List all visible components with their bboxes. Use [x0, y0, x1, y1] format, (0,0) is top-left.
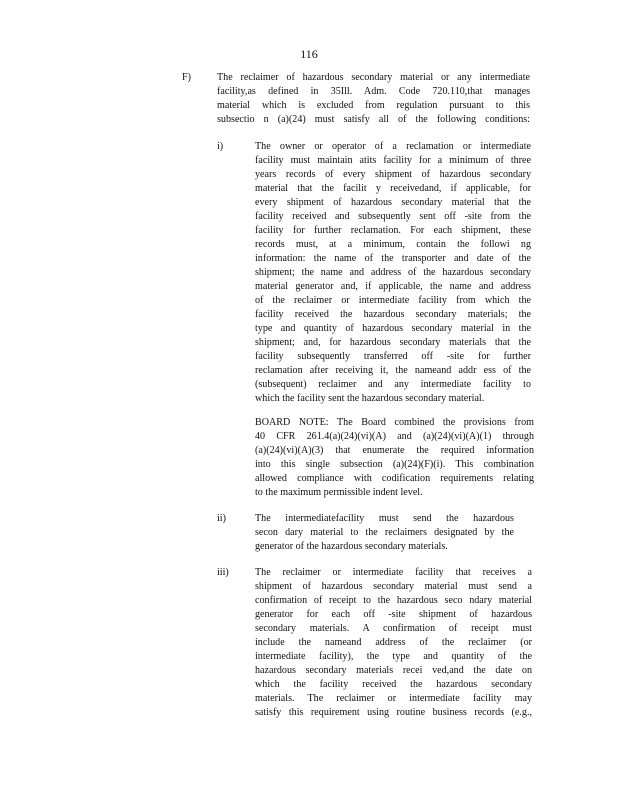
text-line: (subsequent) reclaimer and any intermediate facility to — [255, 379, 531, 390]
text-line: which the facility received the hazardous secondary — [255, 679, 532, 690]
text-line: type and quantity of hazardous secondary material in the — [255, 323, 531, 334]
text-line: satisfy this requirement using routine business records (e.g., — [255, 707, 532, 718]
text-line: shipment; the name and address of the hazardous secondary — [255, 267, 531, 278]
text-line: shipment; and, for hazardous secondary materials that the — [255, 337, 531, 348]
item-iii-text — [255, 566, 532, 720]
item-i-text — [255, 140, 531, 406]
text-line: which the facility sent the hazardous secondary material. — [255, 393, 485, 404]
text-line: generator for each off -site shipment of hazardous — [255, 609, 532, 620]
text-line: facility subsequently transferred off -site for further — [255, 351, 531, 362]
text-line: to the maximum permissible indent level. — [255, 487, 423, 498]
text-line: facility for further reclamation. For each shipment, these — [255, 225, 531, 236]
text-line: include the nameand address of the reclaimer (or — [255, 637, 532, 648]
text-line: facility,as defined in 35Ill. Adm. Code 720.110,that manages — [217, 86, 530, 97]
text-line: The reclaimer of hazardous secondary material or any intermediate — [217, 72, 530, 83]
text-line: The intermediatefacility must send the hazardous — [255, 513, 514, 524]
text-line: generator of the hazardous secondary materials. — [255, 541, 448, 552]
text-line: subsectio n (a)(24) must satisfy all of the following conditions: — [217, 114, 530, 125]
text-line: material generator and, if applicable, the name and address — [255, 281, 531, 292]
text-line: hazardous secondary materials recei ved,and the date on — [255, 665, 532, 676]
text-line: material which is excluded from regulation pursuant to this — [217, 100, 530, 111]
text-line: facility must maintain atits facility for a minimum of three — [255, 155, 531, 166]
text-line: materials. The reclaimer or intermediate facility may — [255, 693, 532, 704]
text-line: records must, at a minimum, contain the followi ng — [255, 239, 531, 250]
text-line: secondary materials. A confirmation of receipt must — [255, 623, 532, 634]
text-line: (a)(24)(vi)(A)(3) that enumerate the required information — [255, 445, 534, 456]
text-line: every shipment of hazardous secondary material that the — [255, 197, 531, 208]
text-line: 40 CFR 261.4(a)(24)(vi)(A) and (a)(24)(vi)(A)(1) through — [255, 431, 534, 442]
text-line: shipment of hazardous secondary material must send a — [255, 581, 532, 592]
text-line: BOARD NOTE: The Board combined the provisions from — [255, 417, 534, 428]
text-line: secon dary material to the reclaimers designated by the — [255, 527, 514, 538]
item-i-marker: i) — [217, 141, 224, 152]
section-f-marker: F) — [182, 72, 191, 83]
text-line: years records of every shipment of hazardous secondary — [255, 169, 531, 180]
text-line: material that the facilit y receivedand, if applicable, for — [255, 183, 531, 194]
text-line: facility received and subsequently sent off -site from the — [255, 211, 531, 222]
item-ii-text — [255, 512, 514, 554]
board-note — [255, 416, 534, 500]
text-line: intermediate facility), the type and quantity of the — [255, 651, 532, 662]
text-line: facility received the hazardous secondary materials; the — [255, 309, 531, 320]
text-line: The owner or operator of a reclamation or intermediate — [255, 141, 531, 152]
text-line: into this single subsection (a)(24)(F)(i). This combination — [255, 459, 534, 470]
text-line: reclamation after receiving it, the nameand addr ess of the — [255, 365, 531, 376]
text-line: confirmation of receipt to the hazardous seco ndary material — [255, 595, 532, 606]
text-line: allowed compliance with codification requirements relating — [255, 473, 534, 484]
section-f-text — [217, 71, 530, 127]
text-line: of the reclaimer or intermediate facility from which the — [255, 295, 531, 306]
text-line: information: the name of the transporter and date of the — [255, 253, 531, 264]
text-line: The reclaimer or intermediate facility that receives a — [255, 567, 532, 578]
item-ii-marker: ii) — [217, 513, 226, 524]
page-number: 116 — [300, 47, 318, 61]
item-iii-marker: iii) — [217, 567, 229, 578]
